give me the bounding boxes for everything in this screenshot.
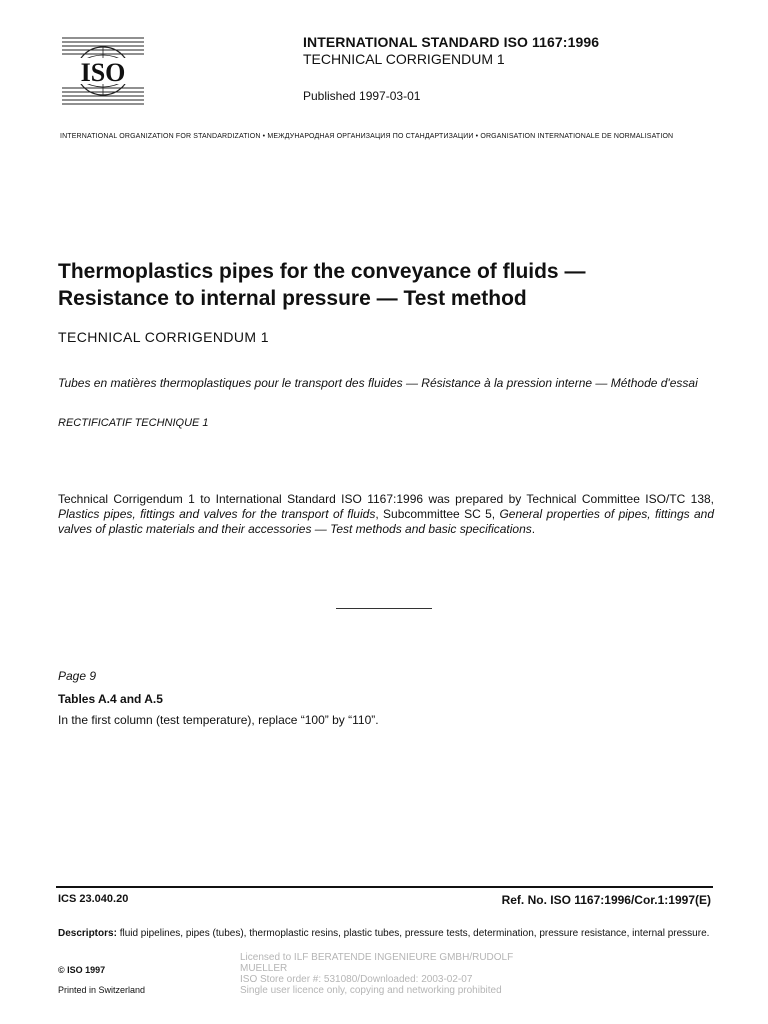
organization-line: INTERNATIONAL ORGANIZATION FOR STANDARDIZATION • МЕЖДУНАРОДНАЯ ОРГАНИЗАЦИЯ ПО СТАНДАРТИЗАЦИИ • ORGANISATION INTERNATIONALE DE NORMALISATION <box>60 133 674 140</box>
corrigendum-label: TECHNICAL CORRIGENDUM 1 <box>58 329 269 345</box>
prep-text-3: . <box>531 522 536 536</box>
copyright: © ISO 1997 <box>58 965 106 975</box>
standard-title: INTERNATIONAL STANDARD ISO 1167:1996 <box>303 34 600 50</box>
tables-reference: Tables A.4 and A.5 <box>58 692 163 706</box>
french-corrigendum: RECTIFICATIF TECHNIQUE 1 <box>58 417 209 429</box>
correction-instruction: In the first column (test temperature), replace “100” by “110”. <box>58 713 379 727</box>
prep-subcommittee-name: General properties of pipes, fittings and valves of plastic materials and their accessories — Test methods and basic specifications <box>58 507 714 536</box>
license-watermark <box>240 952 540 996</box>
footer-rule <box>56 886 713 888</box>
license-line-1: Licensed to ILF BERATENDE INGENIEURE GMBH/RUDOLF <box>240 952 514 963</box>
license-line-4: Single user licence only, copying and networking prohibited <box>240 985 502 996</box>
corrigendum-header: TECHNICAL CORRIGENDUM 1 <box>303 51 505 67</box>
french-title: Tubes en matières thermoplastiques pour le transport des fluides — Résistance à la pression interne — Méthode d'essai <box>58 376 698 390</box>
descriptors <box>58 928 712 940</box>
reference-number: Ref. No. ISO 1167:1996/Cor.1:1997(E) <box>501 893 711 907</box>
descriptors-text: fluid pipelines, pipes (tubes), thermoplastic resins, plastic tubes, pressure tests, determination, pressure resistance, internal pressure. <box>119 928 710 939</box>
ics-code: ICS 23.040.20 <box>58 893 129 905</box>
iso-logo <box>60 34 146 108</box>
prep-committee-name: Plastics pipes, fittings and valves for the transport of fluids <box>58 507 376 521</box>
published-date: Published 1997-03-01 <box>303 89 421 103</box>
descriptors-label: Descriptors: <box>58 928 117 939</box>
printed-location: Printed in Switzerland <box>58 985 146 995</box>
prep-text-1: Technical Corrigendum 1 to International Standard ISO 1167:1996 was prepared by Technical Committee ISO/TC 138, <box>58 492 714 506</box>
page-reference: Page 9 <box>58 669 97 683</box>
license-line-2: MUELLER <box>240 963 288 974</box>
svg-text:ISO: ISO <box>80 58 126 87</box>
document-title-line-1: Thermoplastics pipes for the conveyance of fluids — <box>58 260 586 283</box>
document-title-line-2: Resistance to internal pressure — Test method <box>58 287 527 310</box>
prep-text-2: , Subcommittee SC 5, <box>375 507 500 521</box>
section-divider <box>336 608 432 609</box>
document-title <box>58 258 738 312</box>
license-line-3: ISO Store order #: 531080/Downloaded: 2003-02-07 <box>240 974 473 985</box>
preparation-paragraph <box>58 492 714 537</box>
